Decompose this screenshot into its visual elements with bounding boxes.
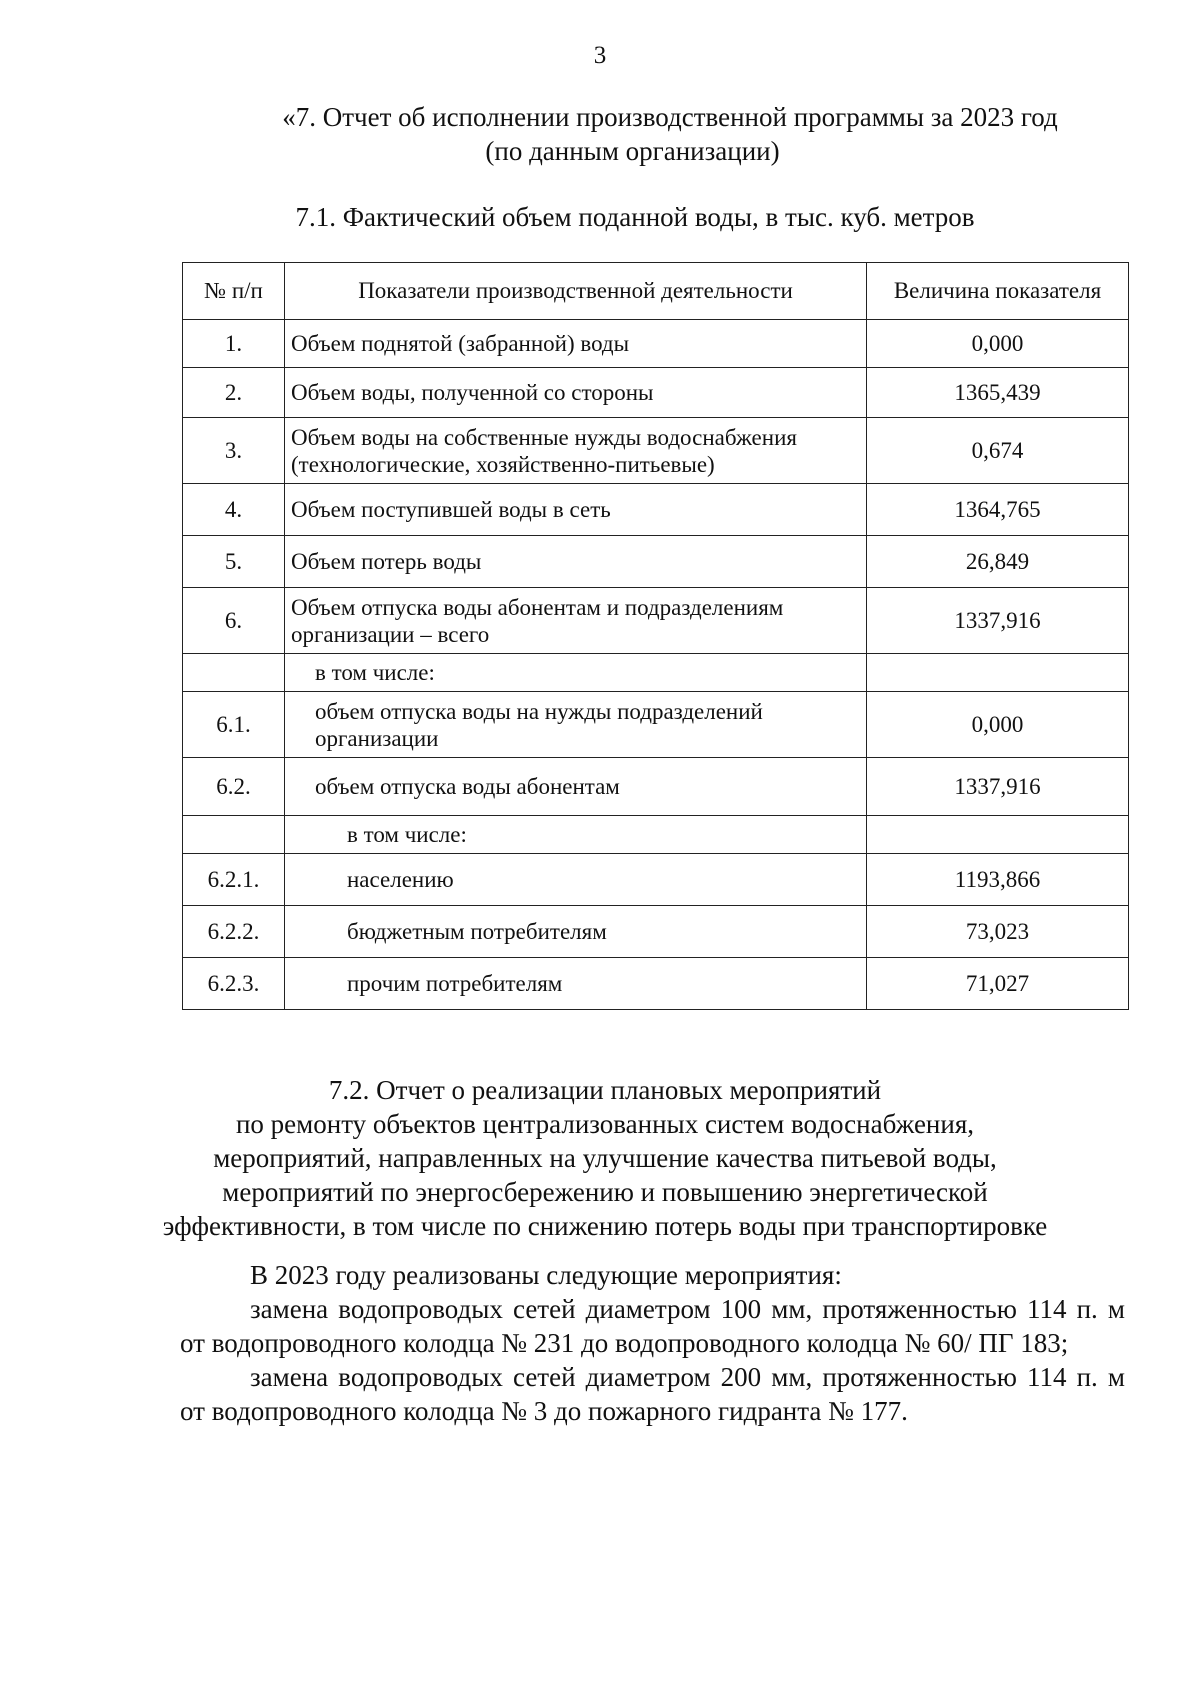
row-number: 5.: [183, 536, 285, 588]
section-72-title-line: 7.2. Отчет о реализации плановых мероприятий: [328, 1075, 882, 1105]
table-header-row: [183, 263, 1129, 320]
row-indicator: населению: [285, 854, 867, 906]
row-value: 1337,916: [867, 588, 1129, 654]
row-value: 1365,439: [867, 368, 1129, 418]
row-indicator: в том числе:: [285, 816, 867, 854]
row-value: 0,000: [867, 692, 1129, 758]
section-7-heading: [0, 100, 1200, 168]
row-number: 3.: [183, 418, 285, 484]
row-value: 1364,765: [867, 484, 1129, 536]
row-number: 6.1.: [183, 692, 285, 758]
table-row: [183, 418, 1129, 484]
water-volume-table: [182, 262, 1129, 1010]
row-number: 2.: [183, 368, 285, 418]
section-72-title-line: по ремонту объектов централизованных систем водоснабжения,: [235, 1109, 975, 1139]
row-indicator: бюджетным потребителям: [285, 906, 867, 958]
table-row: [183, 536, 1129, 588]
section-7-heading-line1: «7. Отчет об исполнении производственной программы за 2023 год: [282, 102, 1058, 132]
section-71-title: 7.1. Фактический объем поданной воды, в тыс. куб. метров: [295, 202, 975, 232]
row-indicator: объем отпуска воды на нужды подразделений организации: [285, 692, 867, 758]
page-number: 3: [593, 42, 607, 69]
table-row: [183, 320, 1129, 368]
row-value: 1337,916: [867, 758, 1129, 816]
row-indicator: Объем поднятой (забранной) воды: [285, 320, 867, 368]
section-72-title-line: мероприятий, направленных на улучшение качества питьевой воды,: [213, 1143, 997, 1173]
row-indicator: в том числе:: [285, 654, 867, 692]
row-number: [183, 816, 285, 854]
table-row: [183, 368, 1129, 418]
table-row: [183, 816, 1129, 854]
table-row: [183, 958, 1129, 1010]
row-indicator: Объем воды на собственные нужды водоснабжения (технологические, хозяйственно-питьевые): [285, 418, 867, 484]
row-value: 1193,866: [867, 854, 1129, 906]
row-number: 6.2.3.: [183, 958, 285, 1010]
header-indicator: Показатели производственной деятельности: [285, 263, 867, 320]
row-indicator: объем отпуска воды абонентам: [285, 758, 867, 816]
table-row: [183, 484, 1129, 536]
row-indicator: Объем отпуска воды абонентам и подразделениям организации – всего: [285, 588, 867, 654]
table-row: [183, 588, 1129, 654]
row-value: 26,849: [867, 536, 1129, 588]
row-number: 6.: [183, 588, 285, 654]
header-number: № п/п: [183, 263, 285, 320]
row-value: [867, 654, 1129, 692]
table-row: [183, 758, 1129, 816]
header-value: Величина показателя: [867, 263, 1129, 320]
row-indicator: прочим потребителям: [285, 958, 867, 1010]
row-value: 71,027: [867, 958, 1129, 1010]
row-number: 6.2.2.: [183, 906, 285, 958]
table-row: [183, 854, 1129, 906]
measure-paragraph: замена водопроводых сетей диаметром 200 мм, протяженностью 114 п. м от водопроводного колодца № 3 до пожарного гидранта № 177.: [180, 1362, 1125, 1426]
row-value: [867, 816, 1129, 854]
row-indicator: Объем воды, полученной со стороны: [285, 368, 867, 418]
row-number: [183, 654, 285, 692]
row-number: 4.: [183, 484, 285, 536]
table-row: [183, 654, 1129, 692]
row-value: 73,023: [867, 906, 1129, 958]
measure-paragraph: замена водопроводых сетей диаметром 100 мм, протяженностью 114 п. м от водопроводного колодца № 231 до водопроводного колодца № 60/ ПГ 183;: [180, 1294, 1125, 1358]
measures-body: [180, 1258, 1125, 1428]
section-72-title-line: мероприятий по энергосбережению и повышению энергетической: [222, 1177, 988, 1207]
row-number: 6.2.1.: [183, 854, 285, 906]
section-7-heading-line2: (по данным организации): [485, 136, 780, 166]
measures-intro: В 2023 году реализованы следующие мероприятия:: [250, 1260, 842, 1290]
section-72-title-line: эффективности, в том числе по снижению потерь воды при транспортировке: [162, 1211, 1048, 1241]
row-number: 1.: [183, 320, 285, 368]
row-number: 6.2.: [183, 758, 285, 816]
row-indicator: Объем поступившей воды в сеть: [285, 484, 867, 536]
section-72-title: [0, 1073, 1200, 1243]
table-row: [183, 692, 1129, 758]
row-indicator: Объем потерь воды: [285, 536, 867, 588]
table-row: [183, 906, 1129, 958]
row-value: 0,674: [867, 418, 1129, 484]
row-value: 0,000: [867, 320, 1129, 368]
